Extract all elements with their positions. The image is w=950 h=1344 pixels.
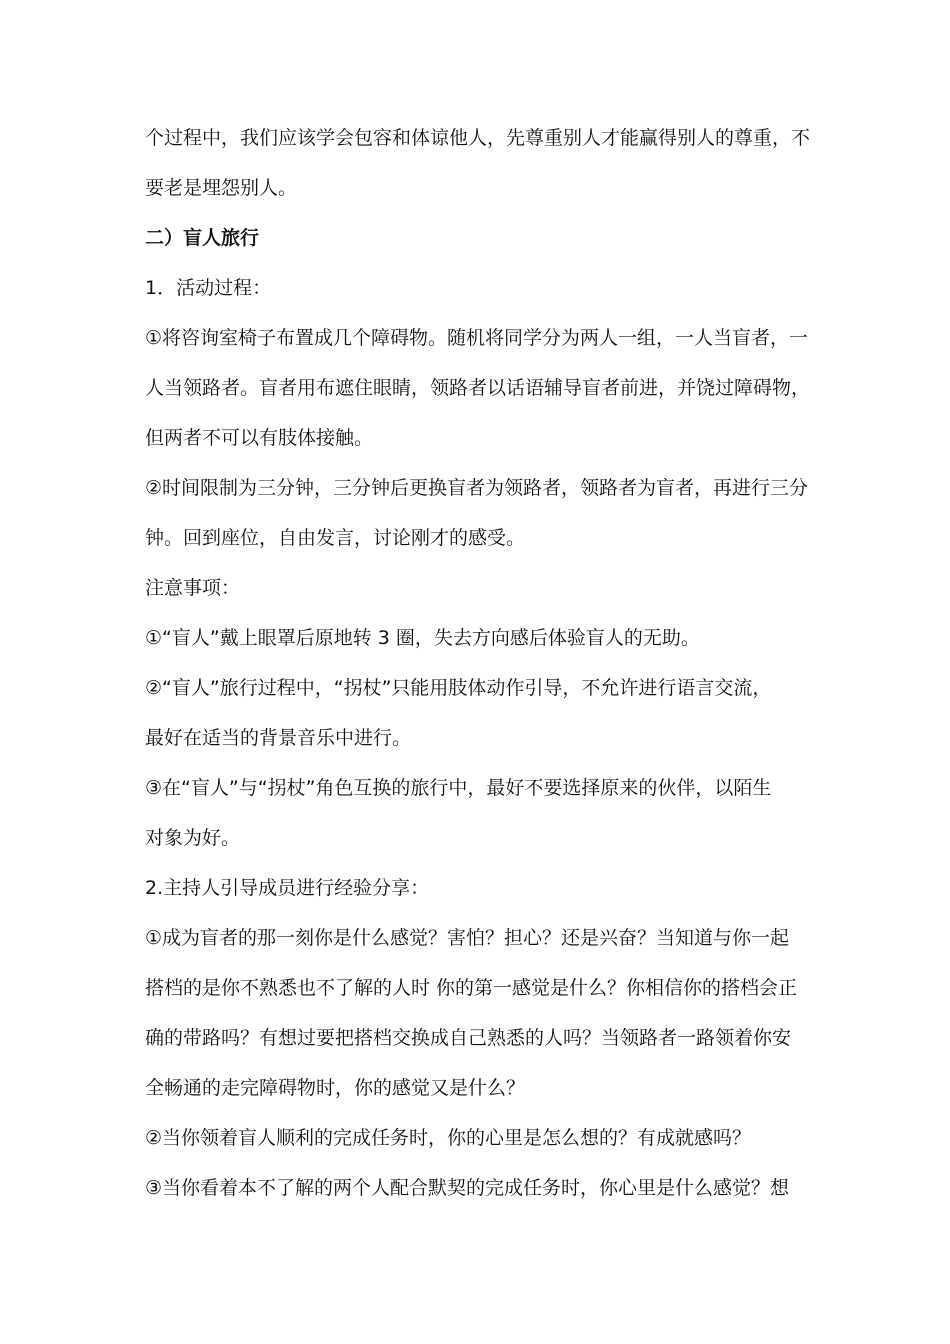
text-line: 1．活动过程：	[145, 277, 272, 299]
text-line: 注意事项：	[145, 577, 241, 599]
text-line: 搭档的是你不熟悉也不了解的人时 你的第一感觉是什么？你相信你的搭档会正	[145, 977, 798, 999]
text-line: 人当领路者。盲者用布遮住眼睛，领路者以话语辅导盲者前进，并饶过障碍物，	[145, 377, 811, 399]
text-line: 个过程中，我们应该学会包容和体谅他人，先尊重别人才能赢得别人的尊重，不	[145, 127, 811, 149]
text-line: ②时间限制为三分钟，三分钟后更换盲者为领路者，领路者为盲者，再进行三分	[145, 477, 809, 499]
text-line: ③在“盲人”与“拐杖”角色互换的旅行中，最好不要选择原来的伙伴，以陌生	[145, 777, 772, 799]
text-line: ①成为盲者的那一刻你是什么感觉？害怕？担心？还是兴奋？当知道与你一起	[145, 927, 790, 949]
text-line: 2.主持人引导成员进行经验分享：	[145, 877, 430, 899]
text-line: ③当你看着本不了解的两个人配合默契的完成任务时，你心里是什么感觉？想	[145, 1177, 790, 1199]
text-line: 对象为好。	[145, 827, 241, 849]
text-line: 确的带路吗？有想过要把搭档交换成自己熟悉的人吗？当领路者一路领着你安	[145, 1027, 792, 1049]
document-body	[145, 113, 825, 1213]
text-line: 要老是埋怨别人。	[145, 177, 298, 199]
text-line: 全畅通的走完障碍物时，你的感觉又是什么？	[145, 1077, 526, 1099]
text-line: ①将咨询室椅子布置成几个障碍物。随机将同学分为两人一组，一人当盲者，一	[145, 327, 809, 349]
text-line: 钟。回到座位，自由发言，讨论刚才的感受。	[145, 527, 526, 549]
text-line: ②当你领着盲人顺利的完成任务时，你的心里是怎么想的？有成就感吗？	[145, 1127, 752, 1149]
text-line: ①“盲人”戴上眼罩后原地转 3 圈，失去方向感后体验盲人的无助。	[145, 627, 700, 649]
text-line: 最好在适当的背景音乐中进行。	[145, 727, 412, 749]
section-heading: 二）盲人旅行	[145, 227, 260, 249]
text-line: ②“盲人”旅行过程中，“拐杖”只能用肢体动作引导，不允许进行语言交流，	[145, 677, 772, 699]
text-line: 但两者不可以有肢体接触。	[145, 427, 374, 449]
